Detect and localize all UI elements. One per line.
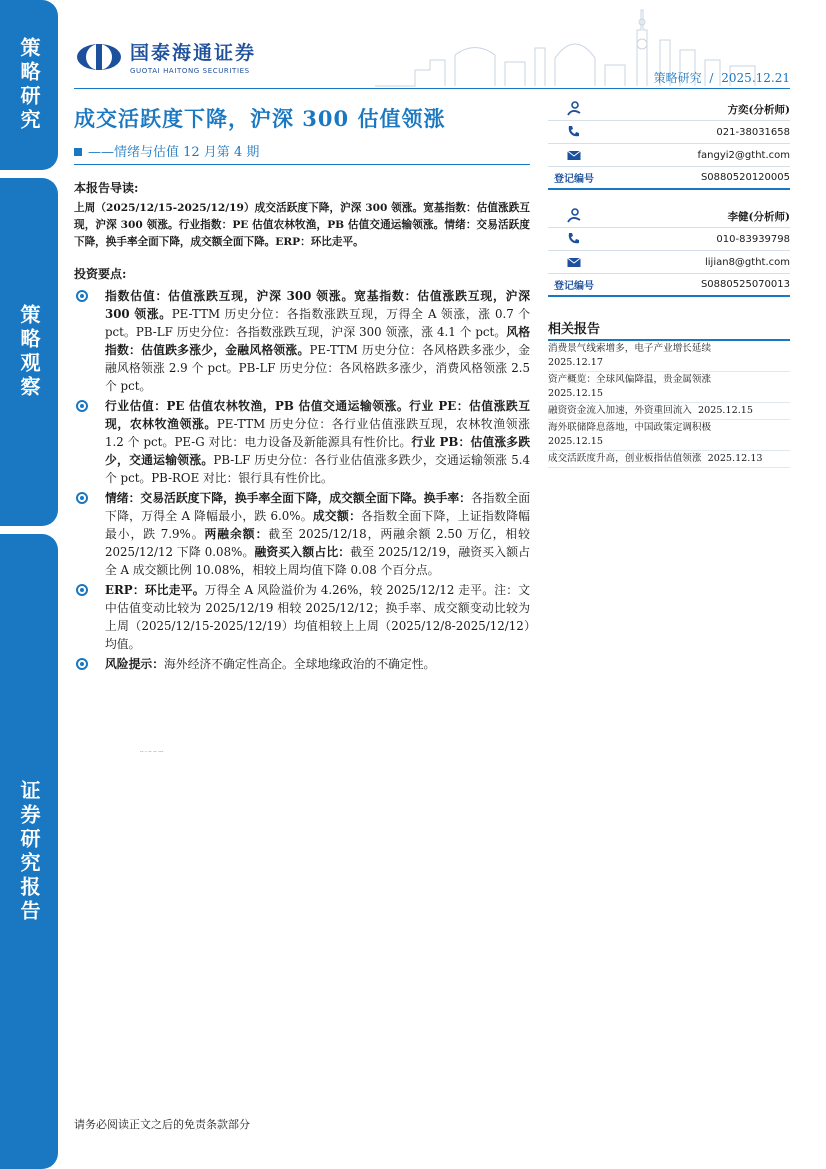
point-bold: 两融余额：: [204, 527, 269, 541]
company-logo: [74, 38, 256, 75]
point-text: PE-TTM 历史分位：各指数涨跌互现，万得全 A 领涨，涨 0.7 个 pct。PB-LF 历史分位：各指数涨跌互现，沪深 300 领涨，涨 4.1 个 pct。: [105, 307, 531, 339]
side-tab-securities-report: [0, 534, 58, 1169]
point-text: 海外经济不确定性高企。全球地缘政治的不确定性。: [164, 657, 436, 671]
analyst-email-row: [548, 251, 790, 274]
points-heading: 投资要点:: [74, 267, 127, 281]
related-reports-list: [548, 341, 790, 468]
reg-label: 登记编号: [554, 281, 594, 292]
point-bold: 指数估值：估值涨跌互现，沪深 300 领涨。宽基指数：估值涨跌互现，沪深 300 领涨。: [105, 289, 530, 321]
point-bold: 融资买入额占比：: [254, 545, 351, 559]
logo-mark-icon: [74, 42, 124, 72]
point-industry-valuation: [74, 397, 530, 487]
point-text: 截至 2025/12/18，两融余额 2.50 万亿，相较 2025/12/12 下降 0.08%。: [105, 527, 530, 559]
side-tab-label: 证券研究报告: [17, 779, 41, 924]
point-erp: [74, 581, 530, 653]
circle-bullet-icon: [76, 658, 88, 670]
analyst-name: 方奕(分析师): [727, 103, 790, 116]
point-bold: 行业 PB：估值涨多跌少，交通运输领涨。: [105, 435, 530, 467]
point-bold: 情绪：交易活跃度下降，换手率全面下降，成交额全面下降。换手率：: [105, 491, 471, 505]
circle-bullet-icon: [76, 492, 88, 504]
point-risk: [74, 655, 530, 673]
point-sentiment: [74, 489, 530, 579]
report-subtitle: [74, 141, 259, 160]
related-report-date: 2025.12.15: [698, 405, 753, 416]
point-text: 各指数全面下降，万得全 A 降幅最小，跌 6.0%。: [105, 491, 530, 523]
related-report-title: 成交活跃度升高，创业板指估值领涨: [548, 453, 702, 464]
circle-bullet-icon: [76, 584, 88, 596]
related-report-item[interactable]: [548, 403, 790, 420]
analyst-reg-no: S0880525070013: [700, 279, 790, 290]
analyst-reg-no: S0880520120005: [700, 172, 790, 183]
point-bold: 成交额：: [312, 509, 362, 523]
analyst-email-row: [548, 144, 790, 167]
subtitle-text: ——情绪与估值 12 月第 4 期: [88, 145, 260, 160]
analyst-email[interactable]: lijian8@gtht.com: [704, 256, 790, 268]
related-report-title: 消费景气线索增多，电子产业增长延续: [548, 343, 712, 354]
circle-bullet-icon: [76, 290, 88, 302]
header-divider: [74, 88, 790, 89]
point-text: PE-TTM 历史分位：各风格跌多涨少，金融风格领涨 2.9 个 pct。PB-LF 历史分位：各风格跌多涨少，消费风格领涨 2.5 个 pct。: [105, 343, 530, 393]
analyst-name-row: [548, 205, 790, 228]
analyst-phone-row: [548, 228, 790, 251]
report-category: 策略研究: [653, 71, 702, 85]
related-report-item[interactable]: [548, 372, 790, 403]
investment-points: [74, 287, 530, 675]
analyst-name-row: [548, 98, 790, 121]
person-icon: [566, 208, 582, 224]
related-report-item[interactable]: [548, 451, 790, 468]
title-divider: [74, 164, 530, 165]
person-icon: [566, 101, 582, 117]
point-bold: 风险提示：: [105, 657, 164, 671]
report-date: 2025.12.21: [721, 71, 790, 85]
point-text: 万得全 A 风险溢价为 4.26%，较 2025/12/12 走平。注：文中估值变动比较为 2025/12/19 相较 2025/12/12；换手率、成交额变动比较为上周（2025/12/15-2025/12/19）均值相较上上周（2025/12/8-2025/12/12）均值。: [105, 583, 530, 651]
related-report-item[interactable]: [548, 341, 790, 372]
email-icon: [566, 147, 582, 163]
analyst-reg-row: [548, 167, 790, 190]
related-report-date: 2025.12.13: [707, 453, 763, 464]
point-index-valuation: [74, 287, 530, 395]
analyst-card: [548, 205, 790, 297]
analyst-reg-row: [548, 274, 790, 297]
point-bold: 风格指数：估值跌多涨少，金融风格领涨。: [105, 325, 530, 357]
tiny-mark: -- - -- -- ---: [140, 749, 164, 755]
point-bold: ERP：环比走平。: [105, 583, 205, 597]
company-name-en: GUOTAI HAITONG SECURITIES: [130, 67, 250, 75]
related-reports-title: 相关报告: [548, 322, 601, 337]
related-report-date: 2025.12.15: [548, 388, 603, 399]
point-text: 各指数全面下降，上证指数降幅最小，跌 7.9%。: [105, 509, 530, 541]
analyst-phone: 021-38031658: [716, 126, 790, 138]
analyst-name: 李健(分析师): [727, 210, 790, 223]
point-bold: 行业估值：PE 估值农林牧渔，PB 估值交通运输领涨。行业 PE：估值涨跌互现，农林牧渔领涨。: [105, 399, 530, 431]
reg-label: 登记编号: [554, 174, 594, 185]
point-text: PE-TTM 历史分位：各行业估值涨跌互现，农林牧渔领涨 1.2 个 pct。PE-G 对比：电力设备及新能源具有性价比。: [105, 417, 530, 449]
analyst-phone-row: [548, 121, 790, 144]
point-text: PB-LF 历史分位：各行业估值涨多跌少，交通运输领涨 5.4 个 pct。PB-ROE 对比：银行具有性价比。: [105, 453, 530, 485]
related-report-title: 融资资金流入加速，外资重回流入: [548, 405, 692, 416]
guide-text: 上周（2025/12/15-2025/12/19）成交活跃度下降，沪深 300 领涨。宽基指数：估值涨跌互现，沪深 300 领涨。行业指数：PE 估值农林牧渔，PB 估值交通运输领涨。情绪：交易活跃度下降，换手率全面下降，成交额全面下降。ERP：环比走平。: [74, 202, 530, 248]
point-text: 截至 2025/12/19，融资买入额占全 A 成交额比例 10.08%，相较上周均值下降 0.08 个百分点。: [105, 545, 530, 577]
email-icon: [566, 254, 582, 270]
related-report-date: 2025.12.17: [548, 357, 603, 368]
side-tab-strategy-research: [0, 0, 58, 170]
square-bullet-icon: [74, 148, 82, 156]
related-report-title: 海外联储降息落地，中国政策定调积极: [548, 422, 712, 433]
header-meta: [654, 69, 790, 86]
phone-icon: [566, 124, 582, 140]
report-title: 成交活跃度下降，沪深 300 估值领涨: [74, 106, 446, 131]
analyst-phone: 010-83939798: [716, 233, 790, 245]
related-report-item[interactable]: [548, 420, 790, 451]
analyst-email[interactable]: fangyi2@gtht.com: [697, 149, 790, 161]
analyst-card: [548, 98, 790, 190]
side-tab-strategy-observation: [0, 178, 58, 526]
side-tab-label: 策略观察: [17, 304, 41, 400]
side-tab-label: 策略研究: [17, 37, 41, 133]
guide-heading: 本报告导读:: [74, 181, 139, 195]
related-report-date: 2025.12.15: [548, 436, 603, 447]
circle-bullet-icon: [76, 400, 88, 412]
phone-icon: [566, 231, 582, 247]
disclaimer-footer: 请务必阅读正文之后的免责条款部分: [74, 1118, 250, 1131]
meta-separator: /: [709, 71, 714, 85]
company-name-cn: 国泰海通证券: [130, 42, 257, 64]
related-report-title: 资产概览：全球风偏降温，贵金属领涨: [548, 374, 712, 385]
